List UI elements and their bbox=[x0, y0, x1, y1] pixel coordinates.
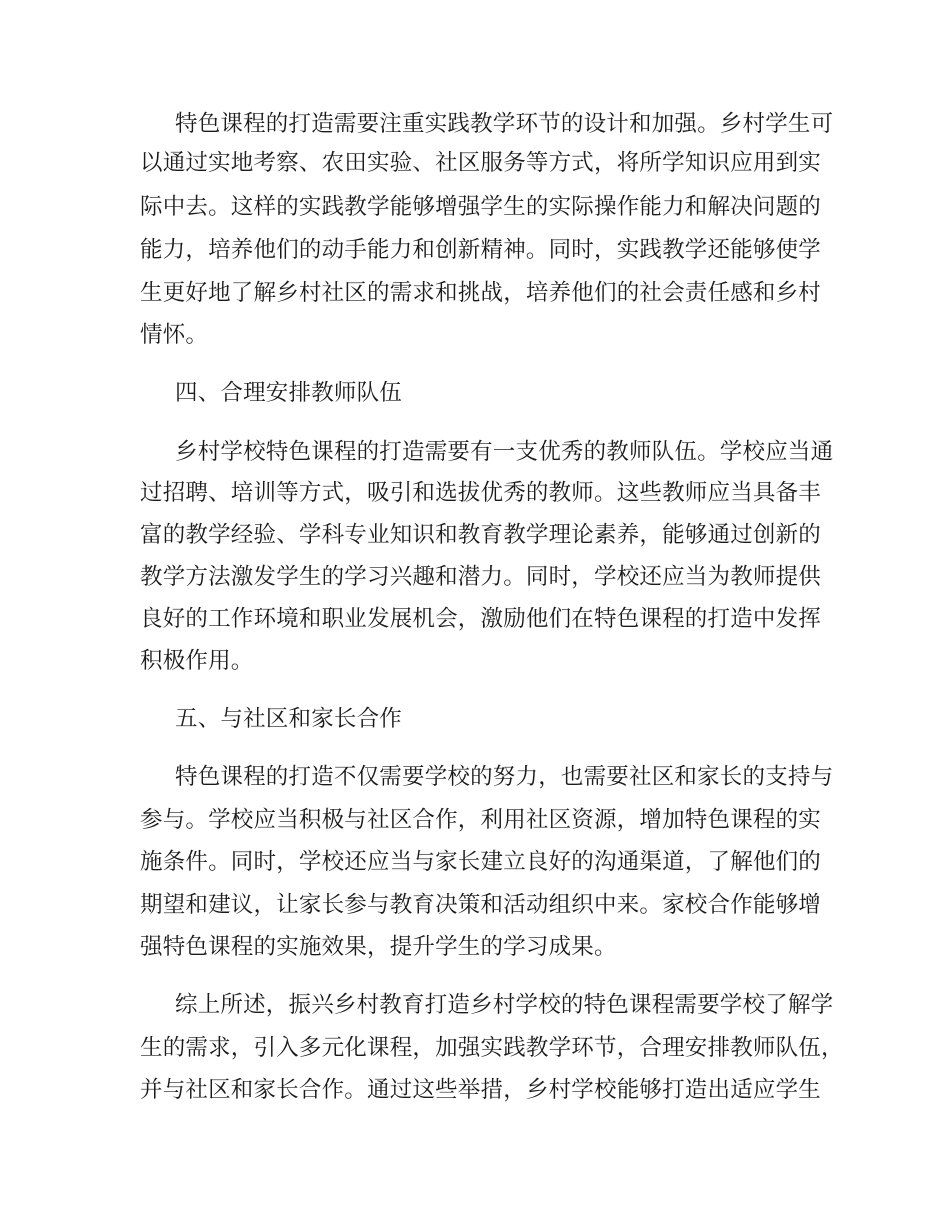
section-heading-4: 四、合理安排教师队伍 bbox=[175, 380, 403, 406]
paragraph-3-line-1: 特色课程的打造不仅需要学校的努力，也需要社区和家长的支持与 bbox=[175, 764, 834, 790]
paragraph-2-line-6: 积极作用。 bbox=[140, 648, 254, 674]
paragraph-1-line-1: 特色课程的打造需要注重实践教学环节的设计和加强。乡村学生可 bbox=[175, 111, 834, 137]
paragraph-4-line-3: 并与社区和家长合作。通过这些举措，乡村学校能够打造出适应学生 bbox=[140, 1077, 822, 1103]
section-heading-5: 五、与社区和家长合作 bbox=[175, 706, 403, 732]
paragraph-3-line-5: 强特色课程的实施效果，提升学生的学习成果。 bbox=[140, 934, 617, 960]
paragraph-3-line-4: 期望和建议，让家长参与教育决策和活动组织中来。家校合作能够增 bbox=[140, 892, 822, 918]
paragraph-2-line-4: 教学方法激发学生的学习兴趣和潜力。同时，学校还应当为教师提供 bbox=[140, 564, 822, 590]
paragraph-2-line-1: 乡村学校特色课程的打造需要有一支优秀的教师队伍。学校应当通 bbox=[175, 439, 834, 465]
paragraph-1-line-6: 情怀。 bbox=[140, 322, 209, 348]
paragraph-1-line-3: 际中去。这样的实践教学能够增强学生的实际操作能力和解决问题的 bbox=[140, 194, 822, 220]
paragraph-4-line-1: 综上所述，振兴乡村教育打造乡村学校的特色课程需要学校了解学 bbox=[175, 992, 834, 1018]
paragraph-2-line-2: 过招聘、培训等方式，吸引和选拔优秀的教师。这些教师应当具备丰 bbox=[140, 480, 822, 506]
paragraph-2-line-5: 良好的工作环境和职业发展机会，激励他们在特色课程的打造中发挥 bbox=[140, 606, 822, 632]
paragraph-3-line-3: 施条件。同时，学校还应当与家长建立良好的沟通渠道，了解他们的 bbox=[140, 849, 822, 875]
paragraph-4-line-2: 生的需求，引入多元化课程，加强实践教学环节，合理安排教师队伍， bbox=[140, 1035, 844, 1061]
paragraph-3-line-2: 参与。学校应当积极与社区合作，利用社区资源，增加特色课程的实 bbox=[140, 807, 822, 833]
paragraph-2-line-3: 富的教学经验、学科专业知识和教育教学理论素养，能够通过创新的 bbox=[140, 522, 822, 548]
paragraph-1-line-4: 能力，培养他们的动手能力和创新精神。同时，实践教学还能够使学 bbox=[140, 237, 822, 263]
paragraph-1-line-2: 以通过实地考察、农田实验、社区服务等方式，将所学知识应用到实 bbox=[140, 150, 822, 176]
paragraph-1-line-5: 生更好地了解乡村社区的需求和挑战，培养他们的社会责任感和乡村 bbox=[140, 280, 822, 306]
